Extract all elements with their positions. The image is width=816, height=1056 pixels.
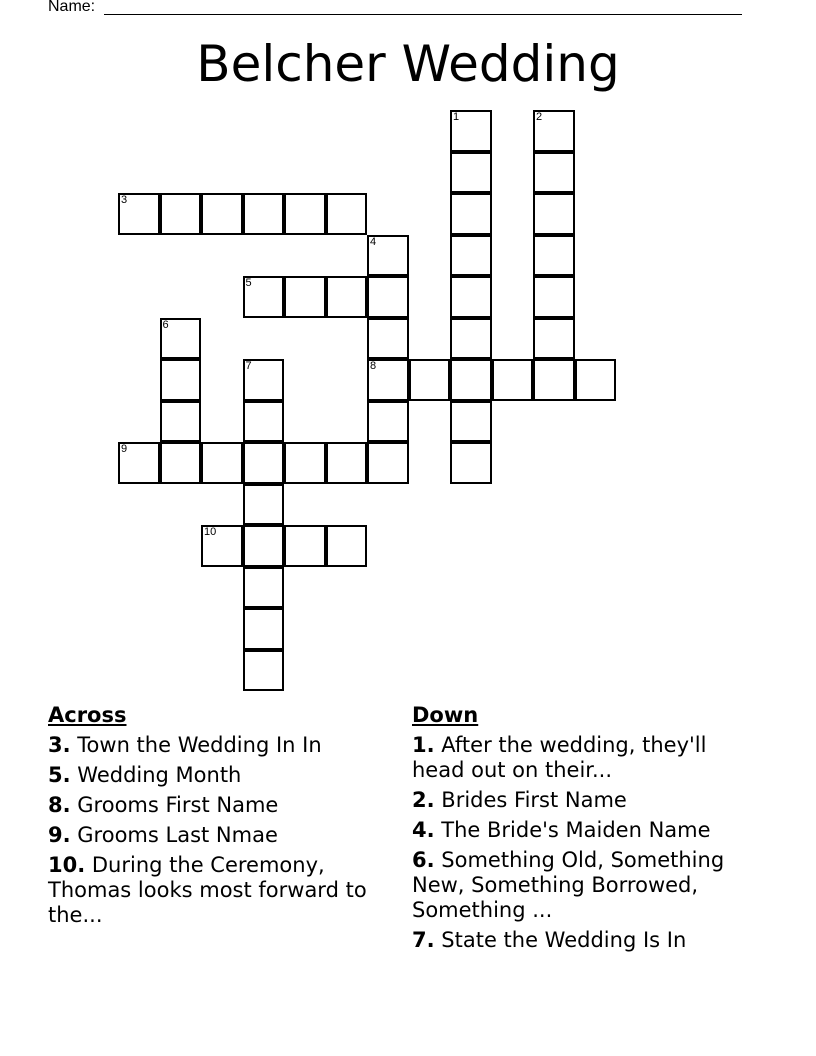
clue-number: 2.: [412, 788, 435, 812]
grid-cell[interactable]: [367, 442, 409, 484]
clue-number: 5.: [48, 763, 71, 787]
cell-number: 5: [245, 277, 252, 289]
grid-cell[interactable]: [533, 235, 575, 277]
grid-cell[interactable]: [533, 359, 575, 401]
clue-number: 4.: [412, 818, 435, 842]
grid-cell[interactable]: [243, 276, 285, 318]
clue-number: 1.: [412, 733, 435, 757]
grid-cell[interactable]: [533, 318, 575, 360]
grid-cell[interactable]: [367, 276, 409, 318]
clue-text: Something Old, Something New, Something Borrowed, Something ...: [412, 848, 725, 922]
clue-across-9: [48, 823, 400, 848]
grid-cell[interactable]: [367, 318, 409, 360]
cell-number: 4: [370, 235, 377, 248]
cell-number: 10: [204, 526, 217, 538]
grid-cell[interactable]: [450, 359, 492, 401]
grid-cell[interactable]: [492, 359, 534, 401]
cell-number: 7: [245, 360, 252, 372]
clue-across-8: [48, 793, 400, 818]
grid-cell[interactable]: [243, 650, 285, 692]
grid-cell[interactable]: [118, 442, 160, 484]
clue-text: Grooms First Name: [77, 793, 279, 817]
grid-cell[interactable]: [243, 567, 285, 609]
across-heading: Across: [48, 703, 127, 727]
clue-across-10: [48, 853, 400, 928]
grid-cell[interactable]: [533, 110, 575, 152]
grid-cell[interactable]: [450, 152, 492, 194]
grid-cell[interactable]: [284, 525, 326, 567]
cell-number: 1: [453, 111, 460, 123]
grid-cell[interactable]: [243, 608, 285, 650]
cell-number: 3: [121, 194, 128, 206]
clue-down-1: [412, 733, 752, 783]
grid-cell[interactable]: [201, 525, 243, 567]
grid-cell[interactable]: [326, 193, 368, 235]
clue-text: After the wedding, they'll head out on their...: [412, 733, 707, 782]
cell-number: 6: [162, 318, 169, 331]
grid-cell[interactable]: [160, 359, 202, 401]
grid-cell[interactable]: [367, 235, 409, 277]
grid-cell[interactable]: [450, 318, 492, 360]
grid-cell[interactable]: [450, 276, 492, 318]
clue-across-5: [48, 763, 400, 788]
clue-text: Town the Wedding In In: [77, 733, 322, 757]
down-heading: Down: [412, 703, 479, 727]
grid-cell[interactable]: [243, 525, 285, 567]
grid-cell[interactable]: [243, 359, 285, 401]
clue-text: Grooms Last Nmae: [77, 823, 278, 847]
grid-cell[interactable]: [243, 484, 285, 526]
grid-cell[interactable]: [243, 442, 285, 484]
across-clues: [48, 703, 400, 933]
cell-number: 2: [536, 111, 543, 123]
clue-number: 3.: [48, 733, 71, 757]
clue-text: State the Wedding Is In: [441, 928, 687, 952]
grid-cell[interactable]: [284, 193, 326, 235]
grid-cell[interactable]: [160, 442, 202, 484]
grid-cell[interactable]: [118, 193, 160, 235]
grid-cell[interactable]: [367, 401, 409, 443]
grid-cell[interactable]: [450, 235, 492, 277]
clue-down-7: [412, 928, 752, 953]
grid-cell[interactable]: [326, 276, 368, 318]
cell-number: 8: [370, 360, 377, 372]
clue-text: During the Ceremony, Thomas looks most forward to the...: [48, 853, 367, 927]
grid-cell[interactable]: [160, 318, 202, 360]
grid-cell[interactable]: [450, 193, 492, 235]
clue-text: Wedding Month: [77, 763, 242, 787]
clue-number: 6.: [412, 848, 435, 872]
clue-down-2: [412, 788, 752, 813]
grid-cell[interactable]: [533, 193, 575, 235]
cell-number: 9: [121, 443, 128, 455]
clue-across-3: [48, 733, 400, 758]
grid-cell[interactable]: [243, 193, 285, 235]
grid-cell[interactable]: [160, 401, 202, 443]
clue-number: 9.: [48, 823, 71, 847]
grid-cell[interactable]: [533, 276, 575, 318]
clue-number: 7.: [412, 928, 435, 952]
grid-cell[interactable]: [450, 110, 492, 152]
clue-number: 10.: [48, 853, 86, 877]
clue-down-4: [412, 818, 752, 843]
grid-cell[interactable]: [284, 442, 326, 484]
grid-cell[interactable]: [201, 193, 243, 235]
grid-cell[interactable]: [367, 359, 409, 401]
clue-number: 8.: [48, 793, 71, 817]
grid-cell[interactable]: [201, 442, 243, 484]
down-clues: [412, 703, 752, 958]
grid-cell[interactable]: [450, 442, 492, 484]
clue-text: The Bride's Maiden Name: [441, 818, 711, 842]
puzzle-title: Belcher Wedding: [196, 35, 620, 93]
grid-cell[interactable]: [284, 276, 326, 318]
grid-cell[interactable]: [160, 193, 202, 235]
clue-text: Brides First Name: [441, 788, 627, 812]
grid-cell[interactable]: [533, 152, 575, 194]
clue-down-6: [412, 848, 752, 923]
grid-cell[interactable]: [326, 442, 368, 484]
grid-cell[interactable]: [243, 401, 285, 443]
grid-cell[interactable]: [575, 359, 617, 401]
grid-cell[interactable]: [450, 401, 492, 443]
grid-cell[interactable]: [326, 525, 368, 567]
name-label: Name:: [48, 0, 96, 15]
grid-cell[interactable]: [409, 359, 451, 401]
